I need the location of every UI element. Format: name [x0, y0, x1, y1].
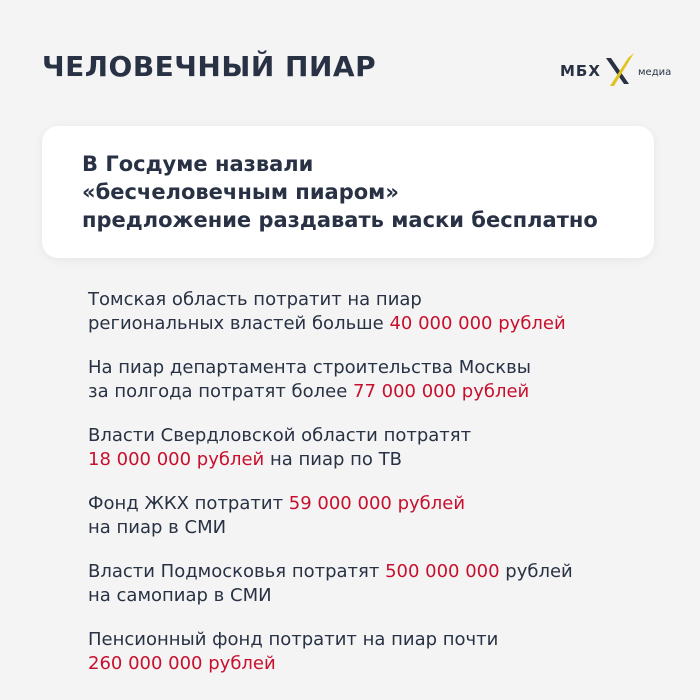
- fact-line: [88, 492, 678, 516]
- fact-item: [88, 356, 678, 404]
- fact-line: [88, 652, 678, 676]
- fact-line: [88, 584, 678, 608]
- fact-text: Томская область потратит на пиар: [88, 289, 422, 310]
- fact-text: Фонд ЖКХ потратит: [88, 493, 289, 514]
- fact-item: [88, 560, 678, 608]
- headline: [82, 150, 598, 234]
- headline-line: В Госдуме назвали: [82, 152, 314, 176]
- fact-item: [88, 424, 678, 472]
- fact-text: рублей: [499, 561, 573, 582]
- page-title: ЧЕЛОВЕЧНЫЙ ПИАР: [42, 50, 377, 83]
- fact-text: региональных властей больше: [88, 313, 390, 334]
- fact-text: на пиар в СМИ: [88, 517, 227, 538]
- fact-item: [88, 288, 678, 336]
- fact-line: [88, 288, 678, 312]
- fact-line: [88, 448, 678, 472]
- fact-line: [88, 628, 678, 652]
- fact-line: [88, 312, 678, 336]
- headline-line: «бесчеловечным пиаром»: [82, 180, 399, 204]
- fact-text: Пенсионный фонд потратит на пиар почти: [88, 629, 499, 650]
- fact-amount: 40 000 000 рублей: [389, 313, 566, 334]
- logo-text: МБХ: [560, 62, 601, 80]
- fact-line: [88, 356, 678, 380]
- fact-amount: 18 000 000 рублей: [88, 449, 265, 470]
- fact-text: за полгода потратят более: [88, 381, 354, 402]
- fact-amount: 260 000 000 рублей: [88, 653, 276, 674]
- fact-text: на самопиар в СМИ: [88, 585, 272, 606]
- fact-amount: 59 000 000 рублей: [288, 493, 466, 514]
- fact-item: [88, 628, 678, 676]
- fact-line: [88, 560, 678, 584]
- fact-line: [88, 516, 678, 540]
- logo-subtext: медиа: [638, 67, 672, 78]
- fact-text: На пиар департамента строительства Москвы: [88, 357, 531, 378]
- headline-line: предложение раздавать маски бесплатно: [82, 208, 598, 232]
- fact-text: Власти Подмосковья потратят: [88, 561, 386, 582]
- fact-text: Власти Свердловской области потратят: [88, 425, 472, 446]
- facts-list: [88, 288, 678, 696]
- fact-line: [88, 380, 678, 404]
- fact-text: на пиар по ТВ: [264, 449, 402, 470]
- brand-logo: [560, 52, 672, 88]
- headline-card: [42, 126, 654, 258]
- fact-item: [88, 492, 678, 540]
- fact-amount: 500 000 000: [385, 561, 500, 582]
- fact-line: [88, 424, 678, 448]
- x-logo-icon: [602, 52, 636, 88]
- fact-amount: 77 000 000 рублей: [353, 381, 530, 402]
